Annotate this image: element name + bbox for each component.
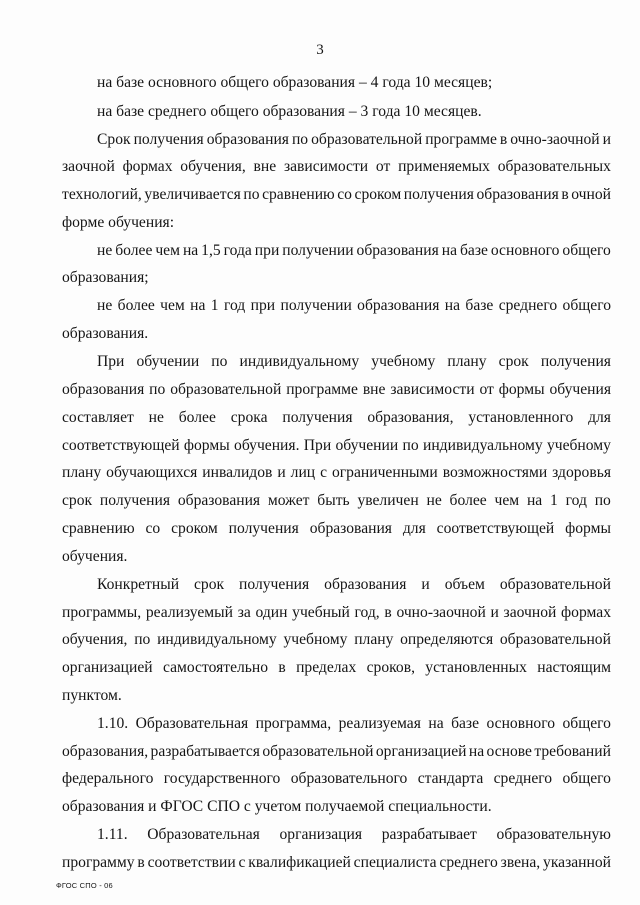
word: При — [303, 437, 332, 454]
word: получения — [239, 576, 310, 593]
word: зависимости — [283, 158, 369, 175]
word: формы — [498, 381, 545, 398]
word: индивидуальному — [157, 631, 277, 648]
text-line — [97, 241, 611, 261]
word: на — [526, 492, 543, 509]
word: соответствии — [147, 854, 236, 871]
text-line: на базе основного общего образования – 4 года 10 месяцев; — [97, 74, 493, 91]
word: образовательной — [499, 631, 611, 648]
text-line — [97, 352, 611, 372]
word: и — [421, 576, 430, 593]
text-line: обучения. — [62, 548, 128, 565]
word: образования — [357, 297, 440, 314]
text-line: пунктом. — [62, 687, 122, 704]
word: быть — [317, 492, 350, 509]
text-line — [97, 825, 611, 845]
word: с — [238, 854, 246, 871]
word: лиц — [290, 464, 316, 481]
word: по — [211, 353, 228, 370]
word: учебному — [283, 631, 348, 648]
word: обучения, — [180, 158, 246, 175]
word: получения — [403, 186, 474, 203]
word: один — [255, 604, 288, 621]
text-line — [62, 603, 611, 623]
word: срок — [62, 492, 93, 509]
word: чем — [494, 492, 520, 509]
word: программе — [425, 131, 497, 148]
word: образования — [324, 576, 407, 593]
word: образования — [206, 131, 289, 148]
word: по — [594, 492, 611, 509]
word: обучении — [335, 437, 399, 454]
word: обучения, — [62, 631, 128, 648]
word: образования — [356, 242, 439, 259]
text-line — [62, 853, 611, 873]
word: очно-заочной — [396, 604, 486, 621]
text-line — [62, 463, 611, 483]
word: вне — [362, 381, 386, 398]
text-line: на базе среднего общего образования – 3 года 10 месяцев. — [97, 103, 482, 120]
word: год — [223, 297, 246, 314]
word: получении — [282, 242, 354, 259]
word: по — [243, 186, 260, 203]
word: образования — [476, 186, 559, 203]
word: программе — [286, 381, 358, 398]
word: увеличивается — [144, 186, 241, 203]
word: соответствующей — [436, 520, 555, 537]
word: самостоятельно — [162, 659, 269, 676]
word: образовательной — [170, 381, 282, 398]
word: здоровья — [552, 464, 611, 481]
text-line — [97, 296, 611, 316]
word: федерального — [62, 770, 154, 787]
word: сравнению — [262, 186, 335, 203]
word: требований — [534, 743, 611, 760]
word: образования — [309, 520, 392, 537]
text-line — [62, 380, 611, 400]
word: в — [499, 131, 508, 148]
word: более — [449, 492, 487, 509]
word: формы — [565, 520, 611, 537]
word: на — [182, 242, 199, 259]
word: заочной — [62, 158, 115, 175]
word: Образовательная — [147, 826, 260, 843]
word: образовательную — [496, 826, 611, 843]
word: не — [148, 409, 164, 426]
word: реализуемый — [145, 604, 233, 621]
word: Срок — [97, 131, 131, 148]
word: среднего — [439, 854, 498, 871]
word: программа, — [255, 715, 332, 732]
word: определяются — [400, 631, 494, 648]
word: формах — [561, 604, 611, 621]
word: 1.11. — [97, 826, 128, 843]
word: учебному — [546, 437, 611, 454]
text-line — [62, 742, 611, 762]
word: плану — [62, 464, 102, 481]
word: разрабатывает — [381, 826, 477, 843]
word: срок — [194, 576, 225, 593]
word: сроков, — [366, 659, 415, 676]
word: плану — [447, 353, 487, 370]
text-line — [62, 769, 611, 789]
word: с — [320, 464, 328, 481]
word: более — [117, 297, 155, 314]
word: основного — [490, 242, 560, 259]
word: образования, — [367, 409, 454, 426]
text-line: образования. — [62, 325, 149, 342]
text-line — [62, 408, 611, 428]
word: При — [97, 353, 125, 370]
word: 1 — [550, 492, 558, 509]
word: общего — [562, 715, 611, 732]
word: по — [402, 437, 419, 454]
word: получения — [99, 492, 171, 509]
word: образования, — [62, 743, 149, 760]
word: стандарта — [417, 770, 484, 787]
word: срока — [230, 409, 268, 426]
word: образования — [177, 492, 261, 509]
word: может — [267, 492, 310, 509]
text-line — [62, 185, 611, 205]
word: звена, — [500, 854, 541, 871]
word: со — [145, 520, 161, 537]
word: и — [490, 604, 499, 621]
word: получения — [133, 131, 204, 148]
word: организацией — [375, 743, 467, 760]
word: настоящим — [537, 659, 611, 676]
text-line: образования и ФГОС СПО с учетом получаемой специальности. — [62, 798, 492, 815]
word: при — [254, 242, 280, 259]
word: и — [602, 131, 611, 148]
word: на — [428, 715, 444, 732]
word: года — [223, 242, 252, 259]
word: вне — [253, 158, 277, 175]
word: на — [441, 242, 458, 259]
word: базе — [459, 242, 488, 259]
word: программы, — [62, 604, 142, 621]
text-line — [62, 519, 611, 539]
word: обучающихся — [106, 464, 198, 481]
word: составляет — [62, 409, 134, 426]
word: квалификацией — [248, 854, 351, 871]
word: год, — [354, 604, 380, 621]
word: индивидуальному — [422, 437, 543, 454]
word: основного — [486, 715, 556, 732]
document-code-footer: ФГОС СПО - 06 — [56, 881, 113, 890]
word: увеличен — [357, 492, 419, 509]
word: в — [278, 659, 286, 676]
word: от — [375, 158, 391, 175]
word: не — [97, 242, 113, 259]
word: образования — [62, 381, 145, 398]
word: при — [250, 297, 276, 314]
word: основе — [486, 743, 532, 760]
word: государственного — [163, 770, 281, 787]
word: применяемых — [398, 158, 490, 175]
word: обучении — [136, 353, 200, 370]
word: обучения. — [234, 437, 300, 454]
word: обучения — [549, 381, 611, 398]
word: программу — [62, 854, 135, 871]
word: 1,5 — [201, 242, 221, 259]
word: сравнению — [62, 520, 135, 537]
word: очно-заочной — [510, 131, 600, 148]
text-line — [62, 436, 611, 456]
word: формах — [122, 158, 173, 175]
word: заочной — [503, 604, 557, 621]
word: в — [384, 604, 392, 621]
word: очной — [571, 186, 611, 203]
word: 1.10. — [97, 715, 129, 732]
word: учебному — [371, 353, 436, 370]
word: получения — [282, 409, 353, 426]
word: технологий, — [62, 186, 142, 203]
word: получении — [280, 297, 352, 314]
word: по — [149, 381, 166, 398]
word: зависимости — [390, 381, 475, 398]
word: учебный — [292, 604, 350, 621]
text-line: форме обучения: — [62, 214, 175, 231]
word: для — [402, 520, 426, 537]
word: по — [134, 631, 151, 648]
text-line — [62, 630, 611, 650]
text-line — [97, 575, 611, 595]
word: со — [337, 186, 352, 203]
word: базе — [465, 297, 494, 314]
page-number: 3 — [316, 42, 324, 58]
word: базе — [451, 715, 480, 732]
word: соответствующей — [62, 437, 180, 454]
word: по — [291, 131, 309, 148]
word: Конкретный — [97, 576, 180, 593]
word: установленных — [425, 659, 527, 676]
word: на — [444, 297, 461, 314]
word: пределах — [296, 659, 357, 676]
word: объем — [444, 576, 485, 593]
word: в — [561, 186, 569, 203]
word: индивидуальному — [239, 353, 360, 370]
word: в — [137, 854, 145, 871]
word: среднего — [493, 770, 553, 787]
word: образовательного — [290, 770, 408, 787]
word: общего — [562, 242, 611, 259]
word: для — [588, 409, 611, 426]
word: организацией — [62, 659, 153, 676]
word: плану — [354, 631, 394, 648]
word: образовательной — [311, 131, 423, 148]
word: за — [237, 604, 251, 621]
text-line — [97, 714, 611, 734]
word: реализуемая — [338, 715, 421, 732]
text-line — [62, 658, 611, 678]
word: чем — [160, 297, 185, 314]
word: общего — [562, 770, 611, 787]
text-line: образования; — [62, 269, 149, 286]
word: 1 — [210, 297, 219, 314]
word: среднего — [498, 297, 558, 314]
word: не — [426, 492, 442, 509]
word: указанной — [543, 854, 611, 871]
word: получения — [228, 520, 299, 537]
word: сроком — [354, 186, 402, 203]
word: более — [115, 242, 153, 259]
word: инвалидов — [202, 464, 273, 481]
word: на — [190, 297, 206, 314]
word: получения — [540, 353, 611, 370]
word: образовательной — [499, 576, 611, 593]
text-line — [62, 157, 611, 177]
word: более — [178, 409, 216, 426]
word: образовательной — [262, 743, 374, 760]
word: организация — [279, 826, 363, 843]
text-line — [97, 130, 611, 150]
word: на — [468, 743, 485, 760]
word: формы — [183, 437, 230, 454]
word: возможностями — [442, 464, 548, 481]
word: сроком — [171, 520, 218, 537]
word: от — [479, 381, 494, 398]
word: Образовательная — [135, 715, 249, 732]
word: образовательных — [497, 158, 611, 175]
word: общего — [562, 297, 611, 314]
word: ограниченными — [331, 464, 438, 481]
word: разрабатывается — [150, 743, 260, 760]
word: и — [277, 464, 286, 481]
word: чем — [155, 242, 180, 259]
word: установленного — [468, 409, 574, 426]
word: срок — [498, 353, 529, 370]
word: год — [565, 492, 587, 509]
word: специалиста — [353, 854, 437, 871]
word: не — [97, 297, 113, 314]
text-line — [62, 491, 611, 511]
